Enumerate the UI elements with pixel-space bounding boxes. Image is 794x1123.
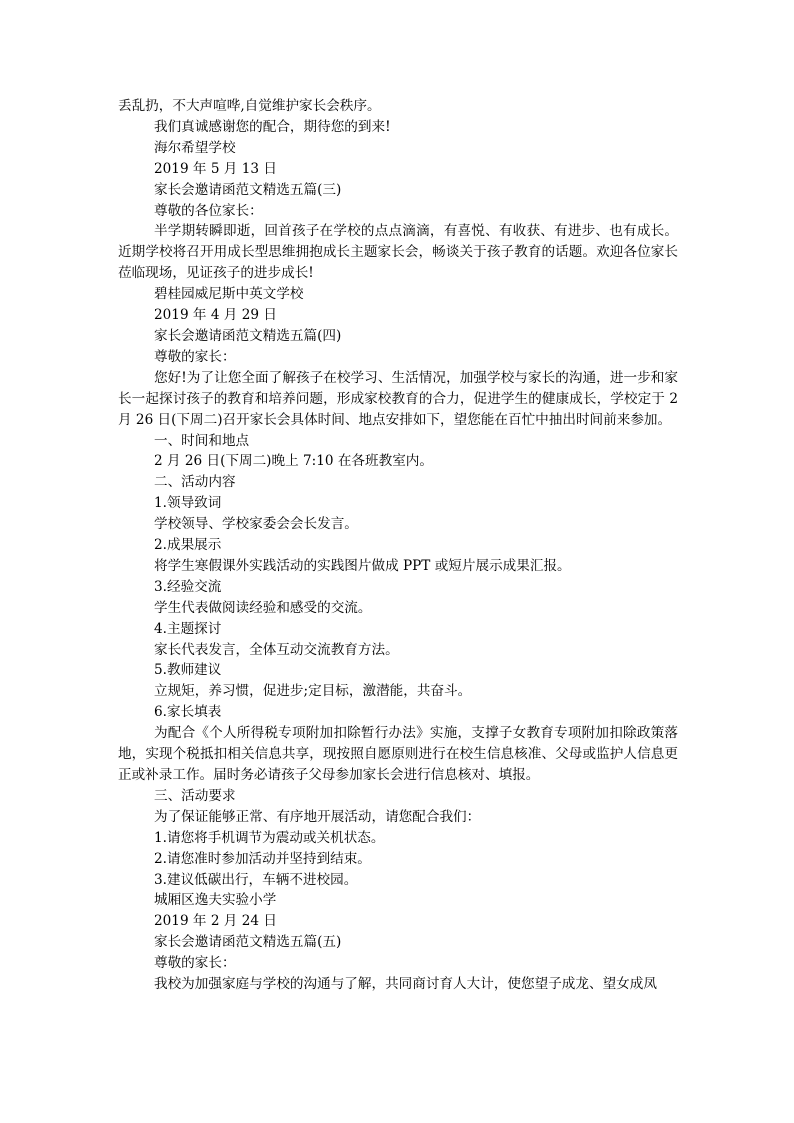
text-line: 碧桂园威尼斯中英文学校 (154, 286, 304, 303)
text-line: 6.家长填表 (154, 704, 222, 721)
document-body (118, 96, 678, 995)
text-line: 5.教师建议 (154, 662, 222, 679)
text-line: 丢乱扔，不大声喧哗,自觉维护家长会秩序。 (118, 98, 381, 114)
text-line: 2019 年 4 月 29 日 (154, 307, 277, 324)
text-line: 海尔希望学校 (154, 139, 236, 156)
text-line: 2 月 26 日(下周二)晚上 7:10 在各班教室内。 (154, 453, 433, 470)
text-line: 3.建议低碳出行，车辆不进校园。 (154, 871, 358, 888)
text-line: 我们真诚感谢您的配合，期待您的到来! (154, 118, 391, 135)
paragraph: 半学期转瞬即逝，回首孩子在学校的点点滴滴，有喜悦、有收获、有进步、也有成长。近期学校将召开用成长型思维拥抱成长主题家长会，畅谈关于孩子教育的话题。欢迎各位家长莅临现场，见证孩子的进步成长! (118, 223, 678, 282)
text-line: 4.主题探讨 (154, 620, 222, 637)
text-line: 家长会邀请函范文精选五篇(五) (154, 934, 342, 951)
text-line: 将学生寒假课外实践活动的实践图片做成 PPT 或短片展示成果汇报。 (154, 557, 571, 574)
text-line: 家长代表发言，全体互动交流教育方法。 (154, 641, 399, 658)
text-line: 尊敬的各位家长： (154, 202, 263, 219)
text-line: 立规矩，养习惯，促进步;定目标，激潜能，共奋斗。 (154, 683, 472, 700)
text-line: 尊敬的家长： (154, 348, 236, 365)
text-line: 为了保证能够正常、有序地开展活动，请您配合我们： (154, 808, 481, 825)
paragraph: 为配合《个人所得税专项附加扣除暂行办法》实施，支撑子女教育专项附加扣除政策落地，实现个税抵扣相关信息共享，现按照自愿原则进行在校生信息核准、父母或监护人信息更正或补录工作。届时务必请孩子父母参加家长会进行信息核对、填报。 (118, 725, 678, 783)
text-line: 学生代表做阅读经验和感受的交流。 (154, 599, 372, 616)
text-line: 2019 年 2 月 24 日 (154, 913, 277, 930)
text-line: 1.领导致词 (154, 495, 222, 512)
paragraph: 您好!为了让您全面了解孩子在校学习、生活情况，加强学校与家长的沟通，进一步和家长一起探讨孩子的教育和培养问题，形成家校教育的合力，促进学生的健康成长，学校定于 2 月 26 日(下周二)召开家长会具体时间、地点安排如下，望您能在百忙中抽出时间前来参加。 (118, 369, 678, 428)
text-line: 2.成果展示 (154, 537, 222, 554)
text-line: 2019 年 5 月 13 日 (154, 160, 277, 177)
text-line: 城厢区逸夫实验小学 (154, 892, 277, 909)
text-line: 我校为加强家庭与学校的沟通与了解，共同商讨育人大计，使您望子成龙、望女成凤 (154, 976, 657, 993)
text-line: 1.请您将手机调节为震动或关机状态。 (154, 829, 385, 846)
text-line: 尊敬的家长： (154, 955, 236, 972)
text-line: 二、活动内容 (154, 474, 236, 491)
text-line: 家长会邀请函范文精选五篇(四) (154, 327, 342, 344)
text-line: 2.请您准时参加活动并坚持到结束。 (154, 850, 371, 867)
text-line: 学校领导、学校家委会会长发言。 (154, 516, 358, 533)
text-line: 3.经验交流 (154, 578, 222, 595)
text-line: 家长会邀请函范文精选五篇(三) (154, 181, 342, 198)
text-line: 三、活动要求 (154, 787, 236, 804)
text-line: 一、时间和地点 (154, 432, 250, 449)
